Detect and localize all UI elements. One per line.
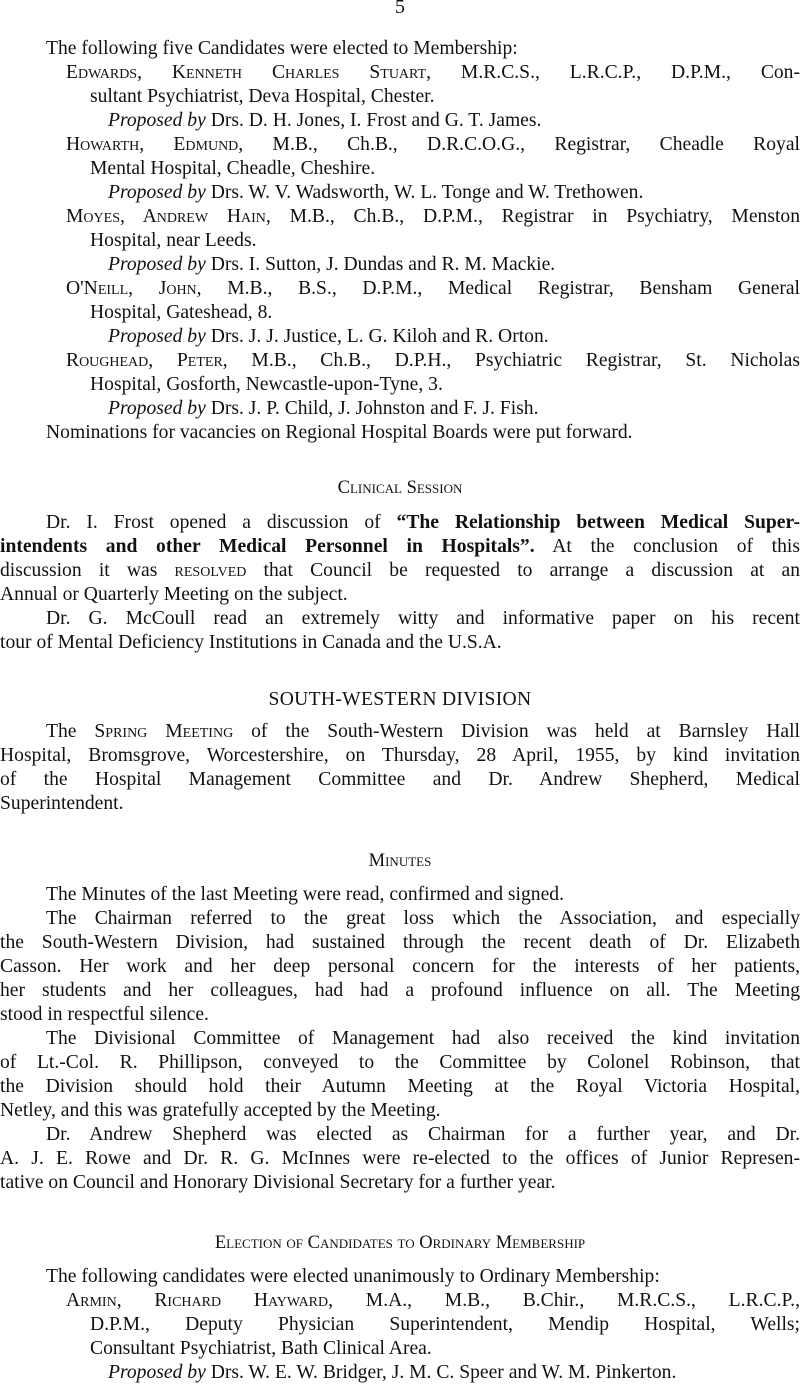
proposer-line: Proposed by Drs. I. Sutton, J. Dundas and R. M. Mackie. <box>108 254 556 275</box>
proposer-line: Proposed by Drs. W. E. W. Bridger, J. M. C. Speer and W. M. Pinkerton. <box>108 1362 677 1383</box>
candidate-name: Moyes, Andrew Hain, <box>66 206 271 227</box>
section-heading-south-western: SOUTH-WESTERN DIVISION <box>268 689 532 710</box>
candidate-name: Edwards, Kenneth Charles Stuart, <box>66 62 431 83</box>
proposer-line: Proposed by Drs. J. J. Justice, L. G. Kiloh and R. Orton. <box>108 326 549 347</box>
candidate-entry: Moyes, Andrew Hain, M.B., Ch.B., D.P.M., Registrar in Psychiatry, Menston <box>66 206 800 227</box>
candidate-entry: Edwards, Kenneth Charles Stuart, M.R.C.S., L.R.C.P., D.P.M., Con- <box>66 62 800 83</box>
intro-line: The following five Candidates were elected to Membership: <box>46 38 518 59</box>
candidate-entry: Howarth, Edmund, M.B., Ch.B., D.R.C.O.G., Registrar, Cheadle Royal <box>66 134 800 155</box>
section-heading-clinical: Clinical Session <box>337 478 463 498</box>
section-heading-minutes: Minutes <box>368 851 432 871</box>
document-page: 5 The following five Candidates were elected to Membership: Edwards, Kenneth Charles Stuart, M.R.C.S., L.R.C.P., D.P.M., Con- sultant Psychiatrist, Deva Hospital, Chester. Proposed by Drs. D. H. Jones, I. Frost and G. T. James. Howarth, Edmund, M.B., Ch.B., D.R.C.O.G., Registrar, Cheadle Royal Mental Hospital, Cheadle, Cheshire. Proposed by Drs. W. V. Wadsworth, W. L. Tonge and W. Trethowen. Moyes, Andrew Hain, M.B., Ch.B., D.P.M., Registrar in Psychiatry, Menston Hospital, near Leeds. Proposed by Drs. I. Sutton, J. Dundas and R. M. Mackie. O'Neill, John, M.B., B.S., D.P.M., Medical Registrar, Bensham General Hospital, Gateshead, 8. Proposed by Drs. J. J. Justice, L. G. Kiloh and R. Orton. Roughead, Peter, M.B., Ch.B., D.P.H., Psychiatric Registrar, St. Nicholas Hospital, Gosforth, Newcastle-upon-Tyne, 3. Proposed by Drs. J. P. Child, J. Johnston and F. J. Fish. Nominations for vacancies on Regional Hospital Boards were put forward. Clinical Session Dr. I. Frost opened a discussion of “The Relationship between Medical Super- intendents and other Medical Personnel in Hospitals”. At the conclusion of this discussion it was resolved that Council be requested to arrange a discussion at an Annual or Quarterly Meeting on the subject. Dr. G. McCoull read an extremely witty and informative paper on his recent tour of Mental Deficiency Institutions in Canada and the U.S.A. SOUTH-WESTERN DIVISION The Spring Meeting of the South-Western Division was held at Barnsley Hall Hospital, Bromsgrove, Worcestershire, on Thursday, 28 April, 1955, by kind invitation of the Hospital Management Committee and Dr. Andrew Shepherd, Medical Superintendent. Minutes The Minutes of the last Meeting were read, confirmed and signed. The Chairman referred to the great loss which the Association, and especially the South-Western Division, had sustained through the recent death of Dr. Elizabeth Casson. Her work and her deep personal concern for the interests of her patients, her students and her colleagues, had had a profound influence on all. The Meeting stood in respectful silence. The Divisional Committee of Management had also received the kind invitation of Lt.-Col. R. Phillipson, conveyed to the Committee by Colonel Robinson, that the Division should hold their Autumn Meeting at the Royal Victoria Hospital, Netley, and this was gratefully accepted by the Meeting. Dr. Andrew Shepherd was elected as Chairman for a further year, and Dr. A. J. E. Rowe and Dr. R. G. McInnes were re-elected to the offices of Junior Represen- tative on Council and Honorary Divisional Secretary for a further year. Election of Candidates to Ordinary Membership The following candidates were elected unanimously to Ordinary Membership: Armin, Richard Hayward, M.A., M.B., B.Chir., M.R.C.S., L.R.C.P., D.P.M., Deputy Physician Superintendent, Mendip Hospital, Wells; Consultant Psychiatrist, Bath Clinical Area. Proposed by Drs. W. E. W. Bridger, J. M. C. Speer and W. M. Pinkerton. <box>0 0 800 1385</box>
section-heading-election: Election of Candidates to Ordinary Membership <box>214 1233 586 1253</box>
proposer-line: Proposed by Drs. D. H. Jones, I. Frost and G. T. James. <box>108 110 542 131</box>
page-number: 5 <box>395 0 405 18</box>
proposer-line: Proposed by Drs. W. V. Wadsworth, W. L. Tonge and W. Trethowen. <box>108 182 644 203</box>
candidate-entry: O'Neill, John, M.B., B.S., D.P.M., Medical Registrar, Bensham General <box>66 278 800 299</box>
candidate-entry: Roughead, Peter, M.B., Ch.B., D.P.H., Psychiatric Registrar, St. Nicholas <box>66 350 800 371</box>
candidate-name: Roughead, Peter, <box>66 350 228 371</box>
candidate-name: Armin, Richard Hayward, <box>66 1290 334 1311</box>
nominations-line: Nominations for vacancies on Regional Hospital Boards were put forward. <box>46 422 633 443</box>
candidate-name: O'Neill, John, <box>66 278 202 299</box>
proposer-line: Proposed by Drs. J. P. Child, J. Johnston and F. J. Fish. <box>108 398 539 419</box>
candidate-entry: Armin, Richard Hayward, M.A., M.B., B.Chir., M.R.C.S., L.R.C.P., <box>66 1290 800 1311</box>
candidate-name: Howarth, Edmund, <box>66 134 244 155</box>
